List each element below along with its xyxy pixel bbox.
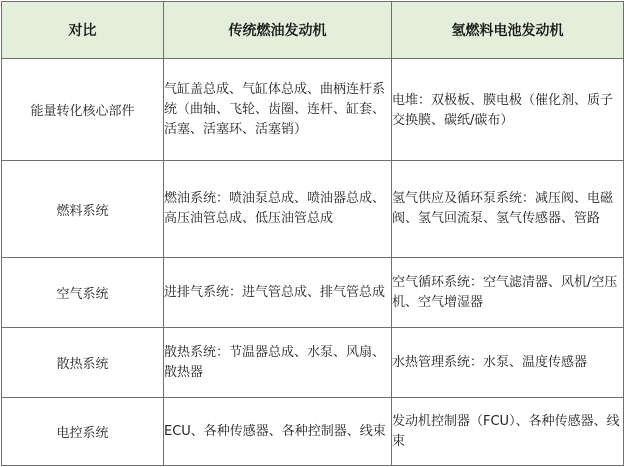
fuel-engine-cell: 燃油系统：喷油泵总成、喷油器总成、高压油管总成、低压油管总成 (164, 161, 392, 258)
row-category: 空气系统 (2, 258, 164, 328)
fuel-engine-cell: 散热系统：节温器总成、水泵、风扇、散热器 (164, 328, 392, 398)
fuel-cell-cell: 氢气供应及循环泵系统：减压阀、电磁阀、氢气回流泵、氢气传感器、管路 (392, 161, 624, 258)
header-row (2, 2, 624, 59)
fuel-cell-cell: 发动机控制器（FCU）、各种传感器、线束 (392, 398, 624, 466)
row-category: 燃料系统 (2, 161, 164, 258)
fuel-cell-cell: 水热管理系统：水泵、温度传感器 (392, 328, 624, 398)
fuel-engine-cell: ECU、各种传感器、各种控制器、线束 (164, 398, 392, 466)
fuel-engine-cell: 进排气系统：进气管总成、排气管总成 (164, 258, 392, 328)
header-fuel-engine: 传统燃油发动机 (164, 2, 392, 59)
table-row (2, 398, 624, 466)
table-row (2, 258, 624, 328)
header-fuel-cell-engine: 氢燃料电池发动机 (392, 2, 624, 59)
header-comparison: 对比 (2, 2, 164, 59)
table-row (2, 328, 624, 398)
table-row (2, 59, 624, 161)
fuel-cell-cell: 空气循环系统：空气滤清器、风机/空压机、空气增湿器 (392, 258, 624, 328)
row-category: 能量转化核心部件 (2, 59, 164, 161)
row-category: 散热系统 (2, 328, 164, 398)
row-category: 电控系统 (2, 398, 164, 466)
fuel-engine-cell: 气缸盖总成、气缸体总成、曲柄连杆系统（曲轴、飞轮、齿圈、连杆、缸套、活塞、活塞环、活塞销） (164, 59, 392, 161)
fuel-cell-cell: 电堆：双极板、膜电极（催化剂、质子交换膜、碳纸/碳布） (392, 59, 624, 161)
comparison-table (1, 1, 624, 466)
table-row (2, 161, 624, 258)
